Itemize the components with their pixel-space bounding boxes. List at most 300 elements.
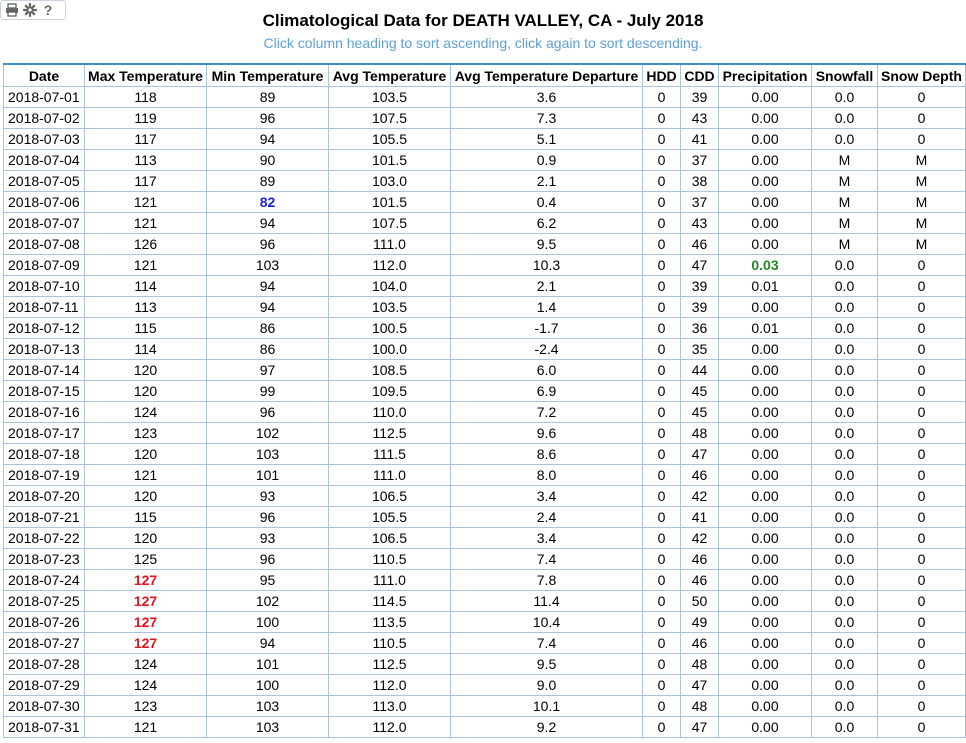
cell-cdd: 46 — [681, 234, 719, 255]
cell-max-temperature: 126 — [85, 234, 207, 255]
cell-min-temperature: 101 — [207, 654, 329, 675]
cell-snow-depth: 0 — [878, 360, 966, 381]
cell-date: 2018-07-11 — [4, 297, 85, 318]
cell-snowfall: 0.0 — [812, 402, 878, 423]
cell-avg-temperature: 103.5 — [329, 87, 451, 108]
cell-min-temperature: 100 — [207, 675, 329, 696]
cell-hdd: 0 — [643, 339, 681, 360]
column-header-cdd[interactable]: CDD — [681, 64, 719, 87]
cell-hdd: 0 — [643, 87, 681, 108]
cell-cdd: 47 — [681, 444, 719, 465]
table-row — [4, 444, 966, 465]
cell-avg-temperature-departure: 6.0 — [451, 360, 643, 381]
cell-max-temperature: 127 — [85, 570, 207, 591]
cell-cdd: 39 — [681, 276, 719, 297]
cell-snowfall: M — [812, 234, 878, 255]
cell-snow-depth: 0 — [878, 318, 966, 339]
cell-precipitation: 0.00 — [719, 423, 812, 444]
cell-avg-temperature-departure: 6.2 — [451, 213, 643, 234]
cell-max-temperature: 125 — [85, 549, 207, 570]
cell-avg-temperature-departure: 2.4 — [451, 507, 643, 528]
cell-max-temperature: 123 — [85, 696, 207, 717]
cell-precipitation: 0.00 — [719, 486, 812, 507]
cell-max-temperature: 120 — [85, 528, 207, 549]
cell-snow-depth: M — [878, 213, 966, 234]
cell-avg-temperature: 105.5 — [329, 507, 451, 528]
cell-snowfall: 0.0 — [812, 360, 878, 381]
cell-precipitation: 0.00 — [719, 129, 812, 150]
cell-date: 2018-07-30 — [4, 696, 85, 717]
table-row — [4, 339, 966, 360]
table-row — [4, 486, 966, 507]
cell-snow-depth: 0 — [878, 129, 966, 150]
cell-cdd: 47 — [681, 255, 719, 276]
cell-snow-depth: 0 — [878, 255, 966, 276]
cell-date: 2018-07-10 — [4, 276, 85, 297]
cell-avg-temperature: 111.0 — [329, 465, 451, 486]
page-title: Climatological Data for DEATH VALLEY, CA - July 2018 — [262, 11, 704, 30]
cell-max-temperature: 115 — [85, 507, 207, 528]
cell-precipitation: 0.00 — [719, 339, 812, 360]
cell-hdd: 0 — [643, 192, 681, 213]
cell-avg-temperature: 111.5 — [329, 444, 451, 465]
cell-avg-temperature-departure: 2.1 — [451, 276, 643, 297]
cell-date: 2018-07-20 — [4, 486, 85, 507]
table-row — [4, 654, 966, 675]
table-row — [4, 129, 966, 150]
cell-max-temperature: 127 — [85, 633, 207, 654]
cell-date: 2018-07-27 — [4, 633, 85, 654]
cell-avg-temperature-departure: 7.2 — [451, 402, 643, 423]
cell-snow-depth: 0 — [878, 381, 966, 402]
cell-cdd: 43 — [681, 213, 719, 234]
cell-cdd: 37 — [681, 192, 719, 213]
cell-snowfall: 0.0 — [812, 318, 878, 339]
cell-precipitation: 0.00 — [719, 507, 812, 528]
cell-hdd: 0 — [643, 528, 681, 549]
cell-hdd: 0 — [643, 633, 681, 654]
cell-max-temperature: 119 — [85, 108, 207, 129]
cell-snow-depth: 0 — [878, 297, 966, 318]
cell-snow-depth: 0 — [878, 444, 966, 465]
cell-cdd: 35 — [681, 339, 719, 360]
cell-cdd: 46 — [681, 633, 719, 654]
cell-avg-temperature: 107.5 — [329, 108, 451, 129]
cell-avg-temperature-departure: 10.4 — [451, 612, 643, 633]
cell-date: 2018-07-29 — [4, 675, 85, 696]
cell-avg-temperature-departure: 3.4 — [451, 528, 643, 549]
cell-avg-temperature-departure: 7.8 — [451, 570, 643, 591]
cell-snow-depth: M — [878, 171, 966, 192]
table-row — [4, 528, 966, 549]
help-icon[interactable]: ? — [43, 2, 53, 18]
cell-precipitation: 0.00 — [719, 717, 812, 738]
cell-avg-temperature-departure: 3.6 — [451, 87, 643, 108]
cell-avg-temperature: 110.5 — [329, 549, 451, 570]
cell-hdd: 0 — [643, 570, 681, 591]
table-row — [4, 318, 966, 339]
page-subtitle: Click column heading to sort ascending, click again to sort descending. — [263, 35, 703, 51]
cell-hdd: 0 — [643, 444, 681, 465]
cell-min-temperature: 86 — [207, 318, 329, 339]
cell-snowfall: M — [812, 171, 878, 192]
cell-min-temperature: 95 — [207, 570, 329, 591]
cell-precipitation: 0.01 — [719, 276, 812, 297]
cell-avg-temperature: 111.0 — [329, 570, 451, 591]
cell-cdd: 48 — [681, 423, 719, 444]
cell-min-temperature: 90 — [207, 150, 329, 171]
cell-avg-temperature-departure: 5.1 — [451, 129, 643, 150]
table-row — [4, 507, 966, 528]
cell-min-temperature: 89 — [207, 87, 329, 108]
column-header-hdd[interactable]: HDD — [643, 64, 681, 87]
cell-hdd: 0 — [643, 549, 681, 570]
cell-max-temperature: 121 — [85, 213, 207, 234]
cell-precipitation: 0.00 — [719, 297, 812, 318]
cell-date: 2018-07-24 — [4, 570, 85, 591]
cell-avg-temperature-departure: 8.0 — [451, 465, 643, 486]
cell-precipitation: 0.00 — [719, 675, 812, 696]
table-row — [4, 171, 966, 192]
cell-hdd: 0 — [643, 654, 681, 675]
cell-avg-temperature: 109.5 — [329, 381, 451, 402]
cell-avg-temperature-departure: 9.5 — [451, 234, 643, 255]
cell-date: 2018-07-31 — [4, 717, 85, 738]
column-header-min-temperature[interactable]: Min Temperature — [207, 64, 329, 87]
cell-avg-temperature: 112.0 — [329, 255, 451, 276]
cell-max-temperature: 118 — [85, 87, 207, 108]
cell-precipitation: 0.00 — [719, 108, 812, 129]
cell-min-temperature: 103 — [207, 717, 329, 738]
cell-max-temperature: 113 — [85, 150, 207, 171]
cell-snowfall: 0.0 — [812, 297, 878, 318]
cell-date: 2018-07-26 — [4, 612, 85, 633]
cell-min-temperature: 102 — [207, 423, 329, 444]
cell-precipitation: 0.00 — [719, 213, 812, 234]
cell-snowfall: 0.0 — [812, 633, 878, 654]
cell-precipitation: 0.00 — [719, 654, 812, 675]
cell-snow-depth: 0 — [878, 402, 966, 423]
cell-max-temperature: 114 — [85, 276, 207, 297]
cell-avg-temperature-departure: 9.6 — [451, 423, 643, 444]
cell-date: 2018-07-18 — [4, 444, 85, 465]
cell-avg-temperature: 114.5 — [329, 591, 451, 612]
cell-precipitation: 0.00 — [719, 591, 812, 612]
cell-snowfall: 0.0 — [812, 612, 878, 633]
column-header-snowfall[interactable]: Snowfall — [812, 64, 878, 87]
table-row — [4, 381, 966, 402]
cell-max-temperature: 121 — [85, 255, 207, 276]
cell-avg-temperature: 113.0 — [329, 696, 451, 717]
cell-hdd: 0 — [643, 486, 681, 507]
cell-max-temperature: 124 — [85, 675, 207, 696]
cell-date: 2018-07-16 — [4, 402, 85, 423]
cell-snowfall: 0.0 — [812, 654, 878, 675]
cell-max-temperature: 127 — [85, 591, 207, 612]
cell-snow-depth: 0 — [878, 591, 966, 612]
cell-hdd: 0 — [643, 171, 681, 192]
cell-max-temperature: 120 — [85, 444, 207, 465]
cell-max-temperature: 120 — [85, 486, 207, 507]
cell-cdd: 48 — [681, 696, 719, 717]
cell-snow-depth: 0 — [878, 486, 966, 507]
cell-avg-temperature-departure: 8.6 — [451, 444, 643, 465]
cell-snow-depth: 0 — [878, 276, 966, 297]
cell-avg-temperature: 107.5 — [329, 213, 451, 234]
cell-date: 2018-07-22 — [4, 528, 85, 549]
table-row — [4, 297, 966, 318]
cell-date: 2018-07-08 — [4, 234, 85, 255]
cell-avg-temperature: 106.5 — [329, 486, 451, 507]
cell-avg-temperature: 103.0 — [329, 171, 451, 192]
table-row — [4, 87, 966, 108]
table-row — [4, 234, 966, 255]
cell-precipitation: 0.00 — [719, 171, 812, 192]
cell-hdd: 0 — [643, 696, 681, 717]
cell-avg-temperature-departure: 2.1 — [451, 171, 643, 192]
cell-snowfall: 0.0 — [812, 129, 878, 150]
cell-avg-temperature: 108.5 — [329, 360, 451, 381]
table-row — [4, 465, 966, 486]
cell-date: 2018-07-01 — [4, 87, 85, 108]
cell-hdd: 0 — [643, 717, 681, 738]
cell-min-temperature: 86 — [207, 339, 329, 360]
cell-avg-temperature: 105.5 — [329, 129, 451, 150]
cell-min-temperature: 100 — [207, 612, 329, 633]
cell-min-temperature: 94 — [207, 129, 329, 150]
cell-hdd: 0 — [643, 255, 681, 276]
cell-cdd: 41 — [681, 507, 719, 528]
cell-snow-depth: 0 — [878, 675, 966, 696]
cell-min-temperature: 102 — [207, 591, 329, 612]
cell-avg-temperature: 112.0 — [329, 717, 451, 738]
cell-hdd: 0 — [643, 507, 681, 528]
cell-hdd: 0 — [643, 675, 681, 696]
cell-avg-temperature: 110.5 — [329, 633, 451, 654]
cell-snowfall: 0.0 — [812, 381, 878, 402]
cell-hdd: 0 — [643, 612, 681, 633]
cell-min-temperature: 97 — [207, 360, 329, 381]
cell-date: 2018-07-21 — [4, 507, 85, 528]
cell-avg-temperature: 101.5 — [329, 150, 451, 171]
cell-snowfall: 0.0 — [812, 507, 878, 528]
column-header-date[interactable]: Date — [4, 64, 85, 87]
cell-snowfall: 0.0 — [812, 255, 878, 276]
cell-precipitation: 0.00 — [719, 234, 812, 255]
cell-max-temperature: 115 — [85, 318, 207, 339]
cell-precipitation: 0.00 — [719, 381, 812, 402]
cell-snow-depth: 0 — [878, 717, 966, 738]
table-row — [4, 549, 966, 570]
cell-avg-temperature-departure: -1.7 — [451, 318, 643, 339]
table-row — [4, 108, 966, 129]
cell-snow-depth: M — [878, 234, 966, 255]
cell-snowfall: 0.0 — [812, 570, 878, 591]
cell-precipitation: 0.00 — [719, 192, 812, 213]
cell-precipitation: 0.00 — [719, 360, 812, 381]
cell-hdd: 0 — [643, 423, 681, 444]
cell-max-temperature: 121 — [85, 192, 207, 213]
cell-min-temperature: 94 — [207, 633, 329, 654]
cell-snow-depth: 0 — [878, 339, 966, 360]
cell-avg-temperature: 113.5 — [329, 612, 451, 633]
cell-avg-temperature: 100.5 — [329, 318, 451, 339]
cell-max-temperature: 120 — [85, 381, 207, 402]
cell-snowfall: 0.0 — [812, 465, 878, 486]
cell-avg-temperature: 112.5 — [329, 654, 451, 675]
cell-avg-temperature-departure: 6.9 — [451, 381, 643, 402]
cell-hdd: 0 — [643, 318, 681, 339]
cell-date: 2018-07-12 — [4, 318, 85, 339]
cell-hdd: 0 — [643, 402, 681, 423]
cell-avg-temperature-departure: 0.4 — [451, 192, 643, 213]
cell-snowfall: M — [812, 192, 878, 213]
cell-cdd: 49 — [681, 612, 719, 633]
cell-avg-temperature-departure: 9.0 — [451, 675, 643, 696]
cell-cdd: 48 — [681, 654, 719, 675]
cell-date: 2018-07-06 — [4, 192, 85, 213]
cell-cdd: 39 — [681, 297, 719, 318]
cell-avg-temperature: 106.5 — [329, 528, 451, 549]
cell-date: 2018-07-15 — [4, 381, 85, 402]
cell-date: 2018-07-28 — [4, 654, 85, 675]
cell-avg-temperature: 112.5 — [329, 423, 451, 444]
cell-snow-depth: 0 — [878, 549, 966, 570]
cell-cdd: 41 — [681, 129, 719, 150]
cell-snow-depth: 0 — [878, 612, 966, 633]
cell-precipitation: 0.00 — [719, 150, 812, 171]
table-row — [4, 612, 966, 633]
cell-avg-temperature-departure: 7.4 — [451, 549, 643, 570]
cell-min-temperature: 103 — [207, 255, 329, 276]
cell-max-temperature: 127 — [85, 612, 207, 633]
cell-date: 2018-07-05 — [4, 171, 85, 192]
cell-min-temperature: 82 — [207, 192, 329, 213]
cell-hdd: 0 — [643, 108, 681, 129]
cell-date: 2018-07-14 — [4, 360, 85, 381]
cell-precipitation: 0.00 — [719, 633, 812, 654]
cell-date: 2018-07-25 — [4, 591, 85, 612]
cell-cdd: 42 — [681, 486, 719, 507]
cell-snowfall: M — [812, 213, 878, 234]
cell-date: 2018-07-13 — [4, 339, 85, 360]
cell-min-temperature: 96 — [207, 234, 329, 255]
cell-snowfall: 0.0 — [812, 675, 878, 696]
cell-snow-depth: 0 — [878, 654, 966, 675]
cell-hdd: 0 — [643, 360, 681, 381]
cell-snowfall: 0.0 — [812, 486, 878, 507]
cell-date: 2018-07-07 — [4, 213, 85, 234]
cell-avg-temperature-departure: 10.3 — [451, 255, 643, 276]
cell-avg-temperature-departure: -2.4 — [451, 339, 643, 360]
cell-avg-temperature: 111.0 — [329, 234, 451, 255]
cell-min-temperature: 89 — [207, 171, 329, 192]
table-row — [4, 675, 966, 696]
column-header-snow-depth[interactable]: Snow Depth — [878, 64, 966, 87]
cell-hdd: 0 — [643, 465, 681, 486]
cell-hdd: 0 — [643, 297, 681, 318]
cell-max-temperature: 120 — [85, 360, 207, 381]
cell-snow-depth: 0 — [878, 696, 966, 717]
cell-min-temperature: 93 — [207, 528, 329, 549]
table-row — [4, 192, 966, 213]
cell-snowfall: 0.0 — [812, 717, 878, 738]
cell-avg-temperature-departure: 7.3 — [451, 108, 643, 129]
table-row — [4, 696, 966, 717]
cell-cdd: 45 — [681, 402, 719, 423]
cell-cdd: 42 — [681, 528, 719, 549]
cell-min-temperature: 94 — [207, 297, 329, 318]
table-body — [4, 87, 966, 738]
cell-snowfall: 0.0 — [812, 108, 878, 129]
cell-cdd: 50 — [681, 591, 719, 612]
table-row — [4, 255, 966, 276]
cell-cdd: 47 — [681, 717, 719, 738]
column-header-max-temperature[interactable]: Max Temperature — [85, 64, 207, 87]
cell-snowfall: 0.0 — [812, 444, 878, 465]
cell-hdd: 0 — [643, 276, 681, 297]
column-header-precipitation[interactable]: Precipitation — [719, 64, 812, 87]
cell-precipitation: 0.00 — [719, 465, 812, 486]
cell-precipitation: 0.00 — [719, 696, 812, 717]
cell-snowfall: 0.0 — [812, 696, 878, 717]
cell-snowfall: 0.0 — [812, 528, 878, 549]
cell-max-temperature: 114 — [85, 339, 207, 360]
cell-avg-temperature: 112.0 — [329, 675, 451, 696]
cell-precipitation: 0.00 — [719, 528, 812, 549]
cell-max-temperature: 121 — [85, 717, 207, 738]
cell-avg-temperature: 101.5 — [329, 192, 451, 213]
cell-snow-depth: 0 — [878, 87, 966, 108]
cell-cdd: 46 — [681, 570, 719, 591]
cell-min-temperature: 96 — [207, 402, 329, 423]
cell-avg-temperature-departure: 0.9 — [451, 150, 643, 171]
cell-hdd: 0 — [643, 381, 681, 402]
cell-hdd: 0 — [643, 129, 681, 150]
cell-avg-temperature: 104.0 — [329, 276, 451, 297]
cell-cdd: 36 — [681, 318, 719, 339]
cell-avg-temperature-departure: 1.4 — [451, 297, 643, 318]
cell-min-temperature: 101 — [207, 465, 329, 486]
table-row — [4, 570, 966, 591]
cell-snow-depth: M — [878, 192, 966, 213]
cell-max-temperature: 123 — [85, 423, 207, 444]
cell-avg-temperature-departure: 9.5 — [451, 654, 643, 675]
cell-cdd: 44 — [681, 360, 719, 381]
cell-max-temperature: 117 — [85, 129, 207, 150]
cell-hdd: 0 — [643, 150, 681, 171]
cell-hdd: 0 — [643, 213, 681, 234]
cell-avg-temperature-departure: 9.2 — [451, 717, 643, 738]
cell-precipitation: 0.00 — [719, 87, 812, 108]
cell-min-temperature: 99 — [207, 381, 329, 402]
cell-snow-depth: 0 — [878, 423, 966, 444]
table-header-row — [4, 64, 966, 87]
table-row — [4, 591, 966, 612]
cell-snowfall: 0.0 — [812, 276, 878, 297]
table-row — [4, 402, 966, 423]
table-row — [4, 150, 966, 171]
cell-snow-depth: 0 — [878, 465, 966, 486]
cell-cdd: 37 — [681, 150, 719, 171]
cell-cdd: 47 — [681, 675, 719, 696]
table-row — [4, 276, 966, 297]
cell-cdd: 46 — [681, 549, 719, 570]
column-header-avg-temperature-departure[interactable]: Avg Temperature Departure — [451, 64, 643, 87]
cell-date: 2018-07-02 — [4, 108, 85, 129]
cell-snowfall: M — [812, 150, 878, 171]
column-header-avg-temperature[interactable]: Avg Temperature — [329, 64, 451, 87]
